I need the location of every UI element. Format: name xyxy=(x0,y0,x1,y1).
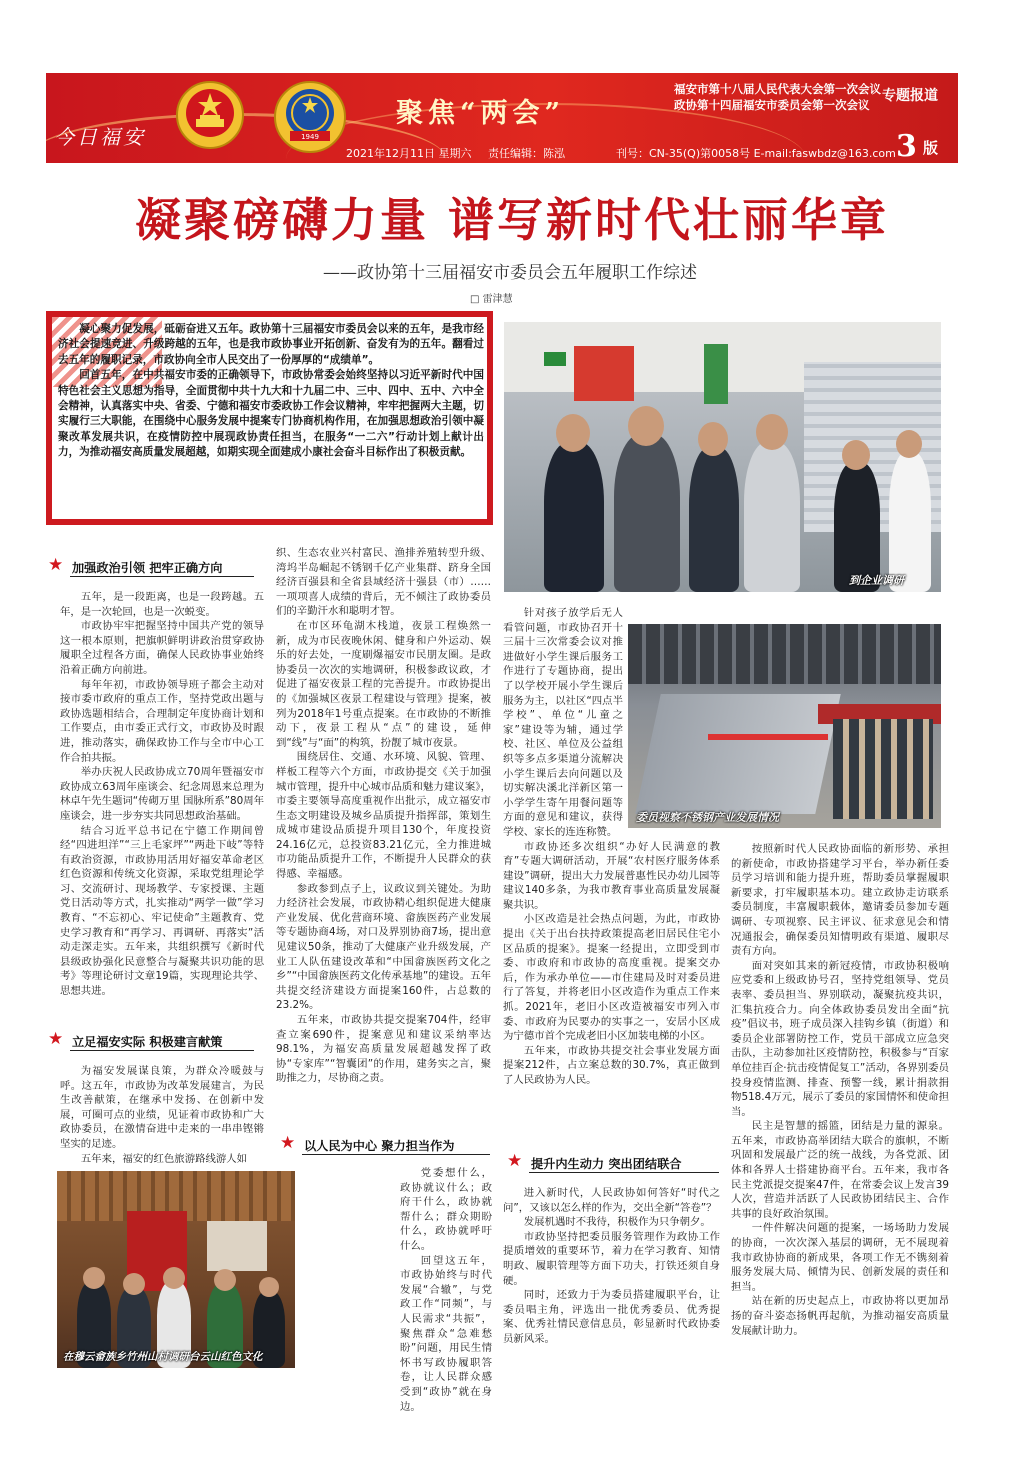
paragraph: 围绕居住、交通、水环境、风貌、管理、样板工程等六个方面，市政协提交《关于加强城市管理，提升中心城市品质和魅力建议案》，市委主要领导高度重视作出批示，成立福安市生态文明建设及城乡品质提升指挥部，策划生成城市建设品质提升项目130个，年度投资24.16亿元，总投资83.21亿元，全力推进城市功能品质提升工作，不断提升人民群众的获得感、幸福感。 xyxy=(276,751,491,881)
paragraph: 五年，是一段距离，也是一段跨越。五年，是一次轮回，也是一次蜕变。 xyxy=(60,591,264,618)
intro-text xyxy=(58,322,484,461)
paragraph: 结合习近平总书记在宁德工作期间曾经“四进坦洋”“三上毛家坪”“两赴下岐”等特有政治资源，市政协用活用好福安革命老区红色资源和传统文化资源，采取党组理论学习、交流研讨、现场教学、专家授课、主题党日活动等方式，扎实推动“两学一做”学习教育、“不忘初心、牢记使命”主题教育、党史学习教育和“再学习、再调研、再落实”活动走深走实。五年来，共组织撰写《新时代县级政协强化民意整合与凝聚共识功能的思考》等理论研讨文章19篇，实现理论共学、思想共进。 xyxy=(60,824,264,998)
intro-paragraph: 凝心聚力促发展，砥砺奋进又五年。政协第十三届福安市委员会以来的五年，是我市经济社会提速竞进、升级跨越的五年，也是我市政协事业开拓创新、奋发有为的五年。翻看过去五年的履职记录，市政协向全市人民交出了一份厚厚的“成绩单”。 xyxy=(58,323,484,366)
paragraph: 市政协坚持把委员服务管理作为政协工作提质增效的重要环节，着力在学习教育、知情明政、履职管理等方面下功夫，打铁还须自身硬。 xyxy=(503,1230,720,1287)
column-3-top xyxy=(503,606,720,1088)
paragraph: 民主是智慧的摇篮，团结是力量的源泉。五年来，市政协高举团结大联合的旗帜，不断巩固和发展最广泛的统一战线，为各党派、团体和各界人士搭建协商平台。五年来，我市各民主党派提交提案47件，在常委会议上发言39人次，营造并活跃了人民政协团结民主、合作共事的良好政治氛围。 xyxy=(731,1120,949,1220)
paragraph: 站在新的历史起点上，市政协将以更加昂扬的奋斗姿态扬帆再起航，为推动福安高质量发展献计助力。 xyxy=(731,1295,949,1337)
paragraph: 小区改造是社会热点问题，为此，市政协提出《关于出台扶持政策提高老旧居民住宅小区品质的提案》。提案一经提出，立即受到市委、市政府和市政协的高度重视。提案交办后，作为承办单位——市住建局及时对委员进行了答复，并将老旧小区改造作为重点工作来抓。2021年，老旧小区改造被福安市列入市委、市政府为民要办的实事之一，安居小区成为宁德市首个完成老旧小区加装电梯的小区。 xyxy=(503,913,720,1043)
meeting-line-1: 福安市第十八届人民代表大会第一次会议 xyxy=(674,82,881,96)
header-banner xyxy=(46,73,958,163)
paragraph: 党委想什么，政协就议什么；政府干什么，政协就帮什么；群众期盼什么，政协就呼吁什么。 xyxy=(400,1167,492,1252)
national-emblem-icon xyxy=(174,79,246,151)
section-heading-1: ★ 加强政治引领 把牢正确方向 xyxy=(48,557,254,577)
section-heading-2: ★ 立足福安实际 积极建言献策 xyxy=(48,1031,254,1051)
paragraph: 回望这五年，市政协始终与时代发展“合辙”，与党政工作“同频”，与人民需求“共振”，聚焦群众“急难愁盼”问题，用民生情怀书写政协履职答卷，让人民群众感受到“政协”就在身边。 xyxy=(400,1254,492,1413)
paragraph: 针对孩子放学后无人看管问题，市政协召开十三届十三次常委会议对推进做好小学生课后服务工作进行了专题协商，提出了以学校开展小学生课后服务为主，以社区“四点半学校”、单位“儿童之家”建设等为辅，通过学校、社区、单位及公益组织等多点多渠道分流解决小学生课后去向问题以及切实解决溪北洋新区第一小学学生寄午用餐问题等方面的意见和建议，获得学校、家长的连连称赞。 xyxy=(503,607,623,838)
star-icon: ★ xyxy=(48,555,64,575)
cppcc-emblem-icon xyxy=(272,79,348,155)
star-icon: ★ xyxy=(280,1133,296,1153)
editor-line: 责任编辑：陈泓 xyxy=(488,147,565,160)
paragraph: 举办庆祝人民政协成立70周年暨福安市政协成立63周年座谈会、纪念周恩来总理为林卓午先生题词“传砌万里 国脉所系”80周年座谈会，进一步夯实共同思想政治基础。 xyxy=(60,766,264,822)
column-1-top xyxy=(60,590,264,999)
photo-caption: 委员视察不锈钢产业发展情况 xyxy=(636,811,779,824)
paragraph: 五年来，市政协共提交提案704件，经审查立案690件，提案意见和建议采纳率达98.1%，为福安高质量发展超越发挥了政协“专家库”“智囊团”的作用，建务实之言，聚助推之力，尽协商之责。 xyxy=(276,1014,491,1085)
issue-number: 刊号：CN-35(Q)第0058号 E-mail:faswbdz@163.com xyxy=(616,147,896,160)
paragraph: 为福安发展谋良策，为群众冷暖鼓与呼。这五年，市政协为改革发展建言，为民生改善献策，在继承中发扬、在创新中发展，可圈可点的业绩，见证着市政协和广大政协委员，在激情奋进中走来的一串串铿锵坚实的足迹。 xyxy=(60,1065,264,1150)
paragraph: 五年来，市政协共提交社会事业发展方面提案212件，占立案总数的30.7%，真正做到了人民政协为人民。 xyxy=(503,1044,720,1086)
section-heading-4: ★ 提升内生动力 突出团结联合 xyxy=(507,1153,719,1173)
article-headline: 凝聚磅礴力量 谱写新时代壮丽华章 xyxy=(134,193,889,247)
column-4 xyxy=(731,842,949,1338)
photo-red-culture xyxy=(57,1171,295,1368)
column-2-top xyxy=(276,546,491,1086)
paragraph: 市政协还多次组织“办好人民满意的教育”专题大调研活动，开展“农村医疗服务体系建设”调研，提出大力发展普惠性民办幼儿园等建议140多条，为我市教育事业高质量发展凝聚共识。 xyxy=(503,840,720,911)
paragraph: 参政参到点子上，议政议到关键处。为助力经济社会发展，市政协精心组织促进大健康产业发展、优化营商环境、畲族医药产业发展等专题协商4场，对口及界别协商7场，提出意见建议50条，推动了大健康产业升级发展，产业工人队伍建设改革和“中国畲族医药文化之乡”“中国畲族医药文化传承基地”的建设。五年共提交经济建设方面提案160件，占总数的23.2%。 xyxy=(276,882,491,1012)
paragraph: 按照新时代人民政协面临的新形势、承担的新使命，市政协搭建学习平台，举办新任委员学习培训和能力提升班，帮助委员掌握履职新要求，打牢履职基本功。建立政协走访联系委员制度，丰富履职载体，邀请委员参加专题调研、专项视察、民主评议、征求意见会和情况通报会，确保委员知情明政有渠道、履职尽责有方向。 xyxy=(731,843,949,958)
column-1-bottom xyxy=(60,1064,264,1166)
paragraph: 同时，还致力于为委员搭建履职平台，让委员唱主角，评选出一批优秀委员、优秀提案、优秀社情民意信息员，彰显新时代政协委员新风采。 xyxy=(503,1289,720,1345)
paragraph: 每年年初，市政协领导班子都会主动对接市委市政府的重点工作，坚持党政出题与政协选题相结合，合理制定年度协商计划和工作要点，由市委正式行文，市政协及时跟进，推动落实，确保政协工作与全市中心工作合拍共振。 xyxy=(60,678,264,764)
paragraph: 在市区环龟湖木栈道，夜景工程焕然一新，成为市民夜晚休闲、健身和户外运动、娱乐的好去处，一度刷爆福安市民朋友圈。是政协委员一次次的实地调研，积极参政议政，才促进了福安夜景工程的完善提升。市政协提出的《加强城区夜景工程建设与管理》提案，被列为2018年1号重点提案。在市政协的不断推动下，夜景工程从“点”的建设，延伸到“线”与“面”的构筑，扮靓了城市夜景。 xyxy=(276,619,491,749)
intro-paragraph: 回首五年，在中共福安市委的正确领导下，市政协常委会始终坚持以习近平新时代中国特色社会主义思想为指导，全面贯彻中共十九大和十九届二中、三中、四中、五中、六中全会精神，认真落实中央、省委、宁德和福安市委政协工作会议精神，牢牢把握两大主题，切实履行三大职能，在围绕中心服务发展中提案专门协商机构作用，在加强思想政治引领中凝聚改革发展共识，在疫情防控中展现政协责任担当，在服务“一二六”行动计划上献计出力，为推动福安高质量发展超越，如期实现全面建成小康社会奋斗目标作出了积极贡献。 xyxy=(58,369,484,459)
paragraph: 发展机遇时不我待，积极作为只争朝夕。 xyxy=(523,1216,711,1229)
paragraph: 市政协牢牢把握坚持中国共产党的领导这一根本原则，把旗帜鲜明讲政治贯穿政协履职全过程各方面，确保人民政协事业始终沿着正确方向前进。 xyxy=(60,620,264,676)
star-icon: ★ xyxy=(507,1151,523,1171)
section-heading-3: ★ 以人民为中心 聚力担当作为 xyxy=(280,1135,490,1155)
svg-text:1949: 1949 xyxy=(301,133,319,141)
issue-date: 2021年12月11日 星期六 xyxy=(346,147,472,160)
photo-caption: 在穆云畲族乡竹州山村调研台云山红色文化 xyxy=(63,1351,263,1363)
paragraph: 一件件解决问题的提案，一场场助力发展的协商，一次次深入基层的调研，无不展现着我市政协协商的新成果，各项工作无不镌刻着服务发展大局、倾情为民、创新发展的责任和担当。 xyxy=(731,1222,949,1293)
article-subheadline: ——政协第十三届福安市委员会五年履职工作综述 xyxy=(323,263,697,283)
column-3-bottom xyxy=(503,1186,720,1347)
page-unit: 版 xyxy=(923,139,939,157)
masthead-logo: 今日福安 xyxy=(54,125,146,149)
paragraph: 织、生态农业兴村富民、渔排养殖转型升级、湾坞半岛崛起不锈钢千亿产业集群、跻身全国经济百强县和全省县域经济十强县（市）……一项项喜人成绩的背后，无不倾注了政协委员们的辛勤汗水和聪明才智。 xyxy=(276,547,491,618)
paragraph: 面对突如其来的新冠疫情，市政协积极响应党委和上级政协号召，坚持党组领导、党员表率、委员担当、界别联动，凝聚抗疫共识，汇集抗疫合力。向全体政协委员发出全面“抗疫”倡议书，班子成员深入挂钩乡镇（街道）和委员企业部署防控工作，党员干部成立应急突击队，主动参加社区疫情防控，积极参与“百家单位挂百企·抗击疫情促复工”活动，各界别委员投身疫情监测、排查、预警一线，累计捐款捐物518.4万元，展示了委员的家国情怀和使命担当。 xyxy=(731,959,949,1118)
page-number: 3 xyxy=(896,129,917,163)
paragraph: 五年来，福安的红色旅游路线游人如 xyxy=(80,1152,248,1165)
meeting-line-2: 政协第十四届福安市委员会第一次会议 xyxy=(674,98,870,112)
section-title: 聚焦“两会” xyxy=(396,98,566,129)
photo-caption: 到企业调研 xyxy=(849,574,904,587)
paragraph: 进入新时代，人民政协如何答好“时代之问”，又该以怎么样的作为，交出全新“答卷”？ xyxy=(503,1187,720,1214)
article-author: □ 雷津慧 xyxy=(470,294,513,305)
special-report-label: 专题报道 xyxy=(882,88,938,104)
column-2-bottom xyxy=(400,1166,492,1414)
photo-enterprise-visit xyxy=(504,322,941,592)
star-icon: ★ xyxy=(48,1029,64,1049)
